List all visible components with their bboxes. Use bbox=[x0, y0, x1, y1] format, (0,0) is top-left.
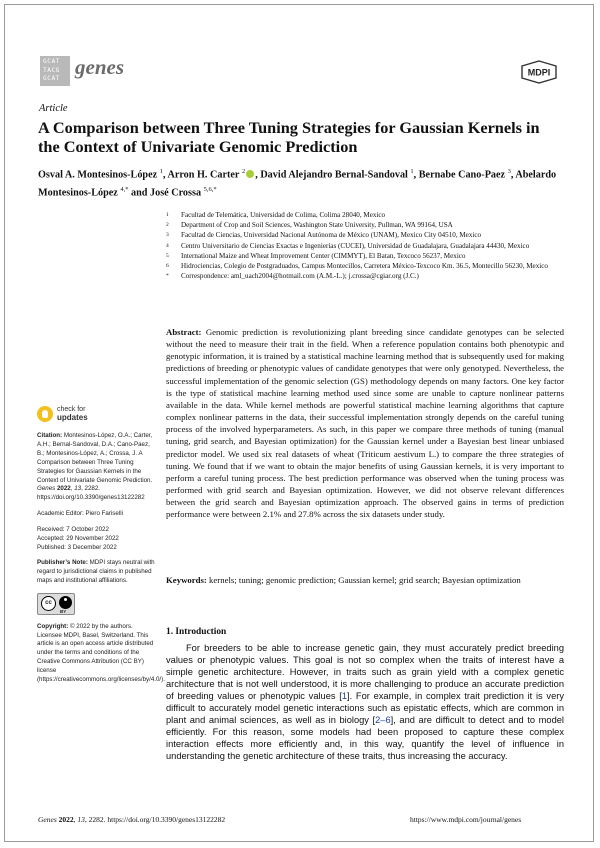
author-name: Arron H. Carter bbox=[167, 169, 240, 181]
affiliation-item bbox=[166, 251, 566, 261]
accepted-date: Accepted: 29 November 2022 bbox=[37, 535, 119, 543]
footer-journal-url[interactable]: https://www.mdpi.com/journal/genes bbox=[410, 815, 522, 824]
author-affil: 1 bbox=[159, 168, 163, 175]
keywords-text: kernels; tuning; genomic prediction; Gaussian kernel; grid search; Bayesian optimization bbox=[209, 575, 521, 585]
intro-text: For breeders to be able to increase genetic gain, they must accurately predict breeding values or phenotypic values. This goal is not so complex when the traits of interest have a simple genetic architecture. However, in traits such as grain yield with a complex genetic architecture that is not well understood, it is more challenging to produce an accurate prediction of breeding values or phenotypic values [ bbox=[166, 643, 564, 702]
copyright-label: Copyright: bbox=[37, 622, 69, 630]
dates bbox=[37, 526, 157, 553]
orcid-icon[interactable] bbox=[246, 170, 254, 178]
affiliation-text: Hidrociencias, Colegio de Postgraduados, Campus Montecillos, Carretera México-Texcoco Km. 36.5, Montecillo 56230, Mexico bbox=[181, 262, 548, 271]
footer-year: 2022 bbox=[58, 815, 74, 824]
sidebar bbox=[37, 406, 165, 692]
journal-logo bbox=[40, 56, 70, 86]
publishers-note-text: MDPI stays neutral with regard to jurisdictional claims in published maps and institutional affiliations. bbox=[37, 558, 155, 584]
affiliation-number: 4 bbox=[166, 242, 169, 249]
author-name: Osval A. Montesinos-López bbox=[38, 169, 158, 181]
author-name: Bernabe Cano-Paez bbox=[418, 169, 506, 181]
footer-volume: 13 bbox=[77, 815, 85, 824]
section-heading: 1. Introduction bbox=[166, 627, 227, 637]
published-date: Published: 3 December 2022 bbox=[37, 543, 117, 551]
article-type: Article bbox=[39, 103, 68, 114]
introduction-paragraph bbox=[166, 642, 564, 762]
affiliation-text: Centro Universitario de Ciencias Exactas e Ingenierías (CUCEI), Universidad de Guadalajara, Guadalajara 44430, Mexico bbox=[181, 241, 530, 250]
citation-journal: Genes bbox=[37, 485, 56, 493]
author-affil: 5,6,* bbox=[203, 186, 217, 194]
affiliation-item bbox=[166, 261, 566, 271]
affiliation-item bbox=[166, 210, 566, 220]
affiliation-number: 1 bbox=[166, 212, 169, 218]
affiliation-text: International Maize and Wheat Improvement Center (CIMMYT), El Batan, Texcoco 56237, Mexico bbox=[181, 251, 466, 260]
updates-line-1: check for bbox=[57, 406, 86, 413]
affiliation-item bbox=[166, 220, 566, 230]
abstract-text: Genomic prediction is revolutionizing plant breeding since candidate genotypes can be selected without the need to measure their trait in the field. When a reference population contains both phenotypic and genotypic information, it is trained by a statistical machine learning method that is subsequently used for making predictions of breeding or phenotypic values of candidate genotypes that were only genotyped. Nevertheless, the successful implementation of the genomic selection (GS) methodology depends on many factors. One key factor is the type of statistical machine learning method used since some are unable to capture nonlinear patterns available in the data. While kernel methods are powerful statistical machine learning algorithms that capture complex nonlinear patterns in the data, their successful implementation strongly depends on the careful tuning process of the involved hyperparameters. As such, in this paper we compare three methods of tuning (manual tuning, grid search, and Bayesian optimization) for the Gaussian kernel under a Bayesian best linear unbiased predictor model. We used six real datasets of wheat (Triticum aestivum L.) to compare the three strategies of tuning. We found that if we want to obtain the major benefits of using Gaussian kernels, it is very important to perform a careful tuning process. The best prediction performance was observed when the tuning process was performed with grid search and Bayesian optimization. However, we did not observe relevant differences between the grid search and Bayesian optimization approach. The observed gains in terms of prediction performance were between 2.1% and 27.8% across the six datasets under study. bbox=[166, 327, 565, 520]
author-list: Osval A. Montesinos-López $^1$, Arron H. Carter $^2$ , David Alejandro Bernal-Sandoval $^1$, Bernabe Cano-Paez $^3$, Abelardo Montesinos-López $^{4,*}$ and José Crossa $^{5,6,*}$ bbox=[38, 168, 557, 199]
citation-label: Citation: bbox=[37, 432, 63, 439]
affiliation-item bbox=[166, 241, 566, 251]
affiliation-item bbox=[166, 230, 566, 240]
affiliations bbox=[166, 210, 566, 281]
affiliation-number: 3 bbox=[166, 232, 169, 239]
copyright-text: © 2022 by the authors. Licensee MDPI, Basel, Switzerland. This article is an open access article distributed under the terms and conditions of the Creative Commons Attribution (CC BY) license (https://creativecommons.org/licenses/by/4.0/). bbox=[37, 622, 165, 684]
publishers-note bbox=[37, 559, 157, 586]
citation-link[interactable]: 2–6 bbox=[375, 715, 391, 726]
citation-volume: 13 bbox=[74, 485, 82, 493]
abstract bbox=[166, 326, 564, 521]
affiliation-text: Department of Crop and Soil Sciences, Washington State University, Pullman, WA 99164, USA bbox=[181, 221, 453, 230]
citation-doi[interactable]: , 2282. https://doi.org/10.3390/genes13122282 bbox=[37, 485, 145, 502]
affiliation-text: Facultad de Ciencias, Universidad Nacional Autónoma de México (UNAM), Mexico City 04510, Mexico bbox=[181, 231, 482, 240]
intro-text: ], and are difficult to detect and to model efficiently. For this reason, some models had been proposed to capture these complex interaction effects more efficiently and, in this way, quantify the level of influence in understanding the genetic architecture of these traits, thus increasing the accuracy. bbox=[166, 715, 564, 762]
author-affil: 4,* bbox=[120, 186, 129, 194]
author-affil: 2 bbox=[241, 168, 246, 175]
cc-by-license-icon[interactable] bbox=[37, 593, 75, 615]
keywords-label: Keywords: bbox=[166, 575, 207, 585]
intro-text: ]. For example, in complex trait prediction it is very difficult to accurately model genetic interactions such as epistatic effects, which are common in plant and animal sciences, as well as in biology [ bbox=[166, 691, 564, 726]
footer-doi[interactable]: , 2282. https://doi.org/10.3390/genes13122282 bbox=[84, 815, 226, 824]
author-name: Abelardo Montesinos-López bbox=[38, 169, 557, 199]
author-affil: 1 bbox=[410, 168, 414, 175]
publishers-note-label: Publisher’s Note: bbox=[37, 558, 88, 566]
affiliation-number: 6 bbox=[166, 263, 169, 270]
logo-line-2: TACG bbox=[43, 66, 60, 74]
affiliation-number: * bbox=[166, 273, 169, 280]
updates-label bbox=[57, 406, 88, 422]
author-name: José Crossa bbox=[150, 187, 202, 199]
logo-line-1: GCAT bbox=[43, 58, 60, 65]
authors-and: and bbox=[131, 187, 148, 199]
author-name: David Alejandro Bernal-Sandoval bbox=[260, 169, 408, 181]
updates-line-2: updates bbox=[57, 413, 88, 422]
bookmark-icon bbox=[37, 406, 53, 422]
correspondence-text[interactable]: Correspondence: aml_uach2004@hotmail.com (A.M.-L.); j.crossa@cgiar.org (J.C.) bbox=[181, 272, 419, 281]
check-for-updates-button[interactable] bbox=[37, 406, 157, 422]
affiliation-text: Facultad de Telemática, Universidad de Colima, Colima 28040, Mexico bbox=[181, 211, 386, 219]
journal-name: genes bbox=[75, 55, 124, 79]
article-title: A Comparison between Three Tuning Strategies for Gaussian Kernels in the Context of Univariate Genomic Prediction bbox=[38, 118, 540, 156]
author-affil: 3 bbox=[507, 168, 511, 175]
keywords bbox=[166, 574, 564, 586]
citation: Citation: Montesinos-López, O.A.; Carter, A.H.; Bernal-Sandoval, D.A.; Cano-Paez, B.; Montesinos-López, A.; Crossa, J. A Comparison between Three Tuning Strategies for Gaussian Kernels in the Context of Univariate Genomic Prediction. Genes 2022, 13, 2282. https://doi.org/10.3390/genes13122282 bbox=[37, 432, 153, 502]
copyright bbox=[37, 622, 165, 685]
footer-journal: Genes bbox=[38, 815, 57, 824]
affiliation-number: 5 bbox=[166, 252, 169, 259]
cc-icon: cc bbox=[41, 596, 56, 611]
citation-year: 2022 bbox=[56, 485, 71, 493]
mdpi-logo-text: MDPI bbox=[527, 67, 551, 78]
mdpi-logo bbox=[518, 60, 560, 84]
logo-line-3: GCAT bbox=[43, 75, 60, 82]
footer-citation: Genes 2022, 13, 2282. https://doi.org/10.3390/genes13122282 bbox=[38, 815, 226, 824]
citation-text: Montesinos-López, O.A.; Carter, A.H.; Bernal-Sandoval, D.A.; Cano-Paez, B.; Montesinos-López, A.; Crossa, J. A Comparison between Three Tuning Strategies for Gaussian Kernels in the Context of Univariate Genomic Prediction. bbox=[37, 432, 153, 484]
received-date: Received: 7 October 2022 bbox=[37, 526, 109, 534]
abstract-label: Abstract: bbox=[166, 327, 202, 337]
affiliation-number: 2 bbox=[166, 222, 169, 229]
by-label: BY bbox=[60, 608, 67, 614]
citation-link[interactable]: 1 bbox=[341, 691, 348, 702]
academic-editor: Academic Editor: Piero Fariselli bbox=[37, 510, 123, 518]
correspondence bbox=[166, 271, 566, 281]
introduction-body bbox=[166, 642, 564, 762]
